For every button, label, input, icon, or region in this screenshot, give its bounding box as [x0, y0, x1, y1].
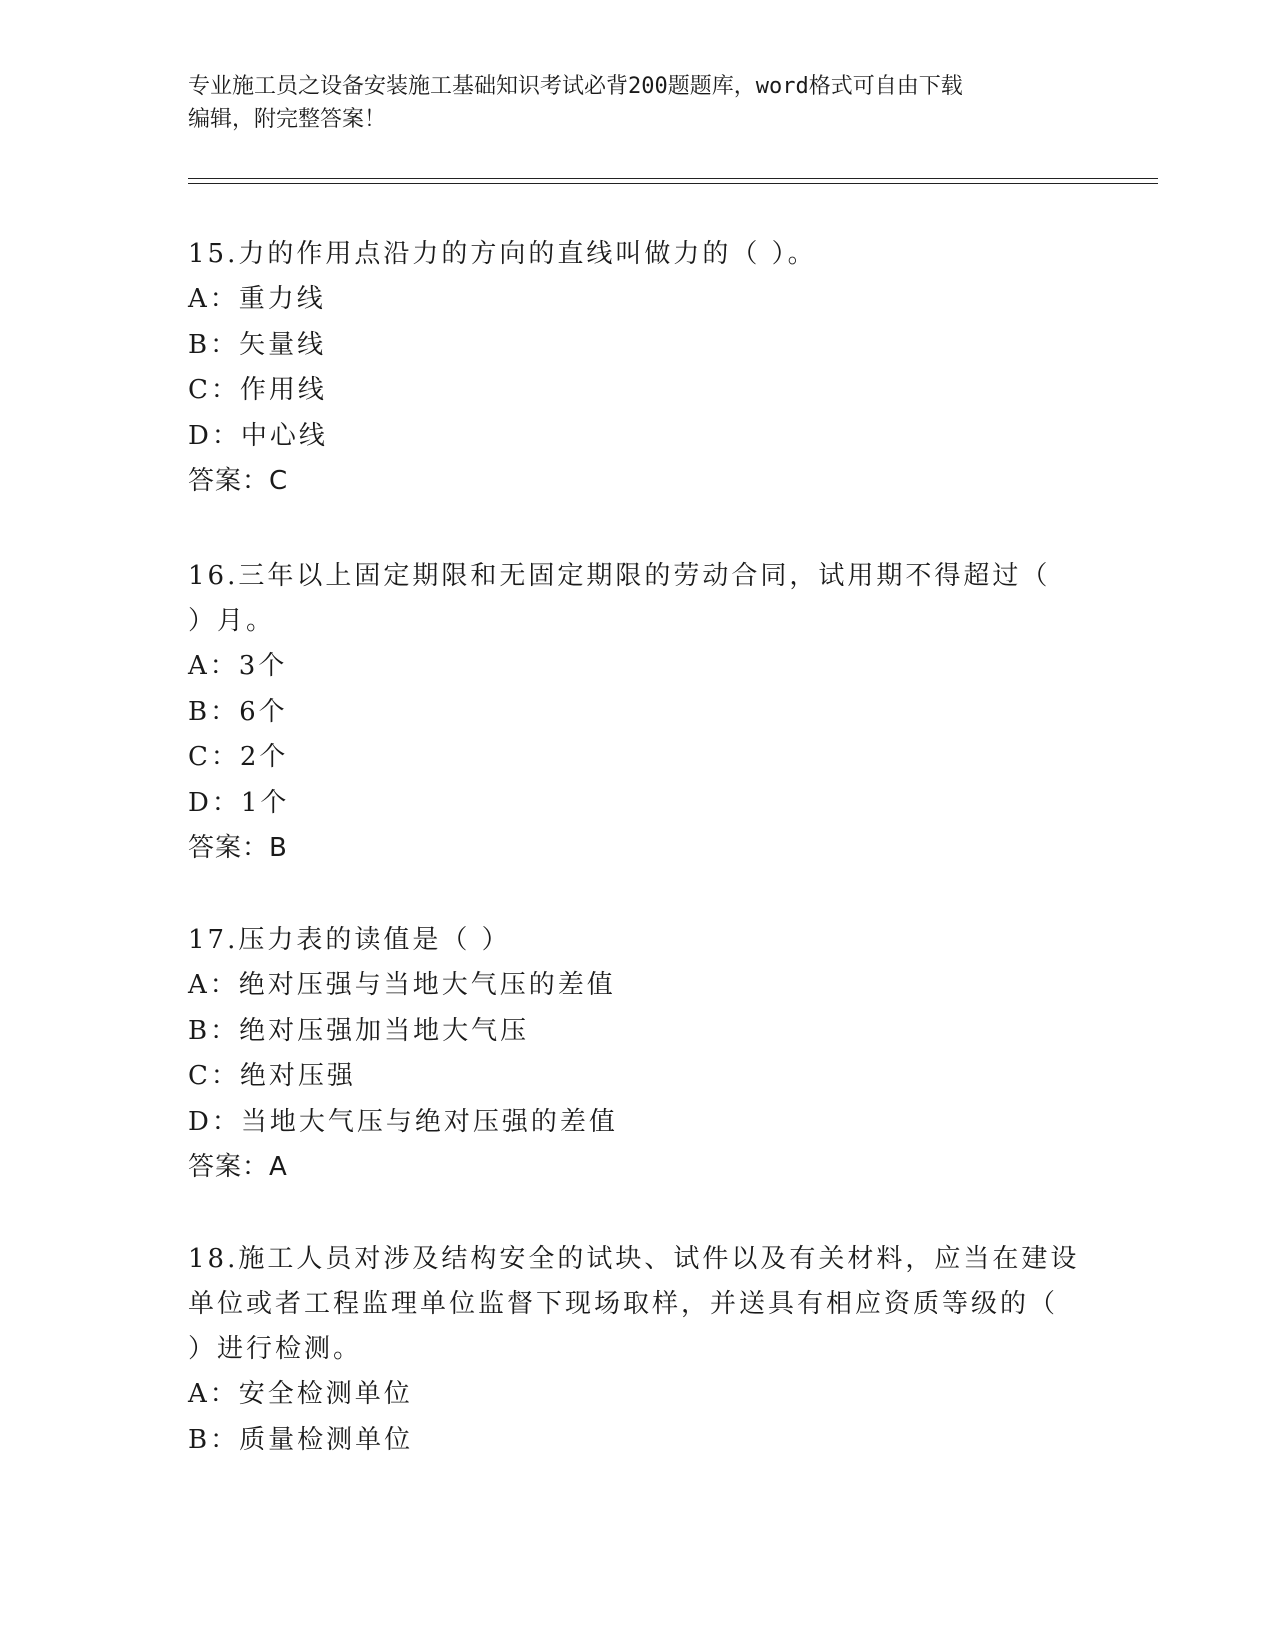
question-17 [188, 918, 1088, 1190]
header-line-2: 编辑，附完整答案！ [188, 107, 387, 132]
header-line-1: 专业施工员之设备安装施工基础知识考试必背200题题库，word格式可自由下载 [188, 74, 963, 99]
answer-line: 答案：C [188, 466, 289, 496]
header-divider-top [188, 178, 1158, 179]
question-15 [188, 232, 1088, 504]
answer-line: 答案：A [188, 1152, 288, 1182]
question-stem-continued: 单位或者工程监理单位监督下现场取样，并送具有相应资质等级的（ [188, 1289, 1059, 1319]
question-stem-continued: ）进行检测。 [188, 1334, 363, 1364]
option-b: B：绝对压强加当地大气压 [188, 1015, 530, 1046]
option-c: C：绝对压强 [188, 1061, 356, 1091]
option-d: D：中心线 [188, 420, 328, 451]
option-a: A：安全检测单位 [188, 1379, 413, 1409]
option-b: B：矢量线 [188, 329, 327, 360]
option-b: B：6个 [188, 696, 288, 727]
question-stem: 18.施工人员对涉及结构安全的试块、试件以及有关材料，应当在建设 [188, 1244, 1080, 1274]
question-16 [188, 554, 1088, 871]
question-stem: 16.三年以上固定期限和无固定期限的劳动合同，试用期不得超过（ [188, 561, 1051, 591]
option-d: D：当地大气压与绝对压强的差值 [188, 1106, 618, 1137]
option-c: C：作用线 [188, 375, 327, 405]
document-header [188, 70, 1068, 136]
answer-line: 答案：B [188, 833, 288, 863]
option-a: A：重力线 [188, 284, 326, 314]
option-b: B：质量检测单位 [188, 1424, 414, 1455]
question-stem-continued: ）月。 [188, 606, 276, 636]
option-c: C：2个 [188, 742, 289, 772]
question-stem: 15.力的作用点沿力的方向的直线叫做力的（ ）。 [188, 239, 817, 269]
option-a: A：3个 [188, 651, 288, 681]
option-d: D：1个 [188, 787, 290, 818]
header-divider-bottom [188, 183, 1158, 184]
option-a: A：绝对压强与当地大气压的差值 [188, 970, 616, 1000]
question-stem: 17.压力表的读值是（ ） [188, 925, 511, 955]
question-18 [188, 1237, 1088, 1463]
